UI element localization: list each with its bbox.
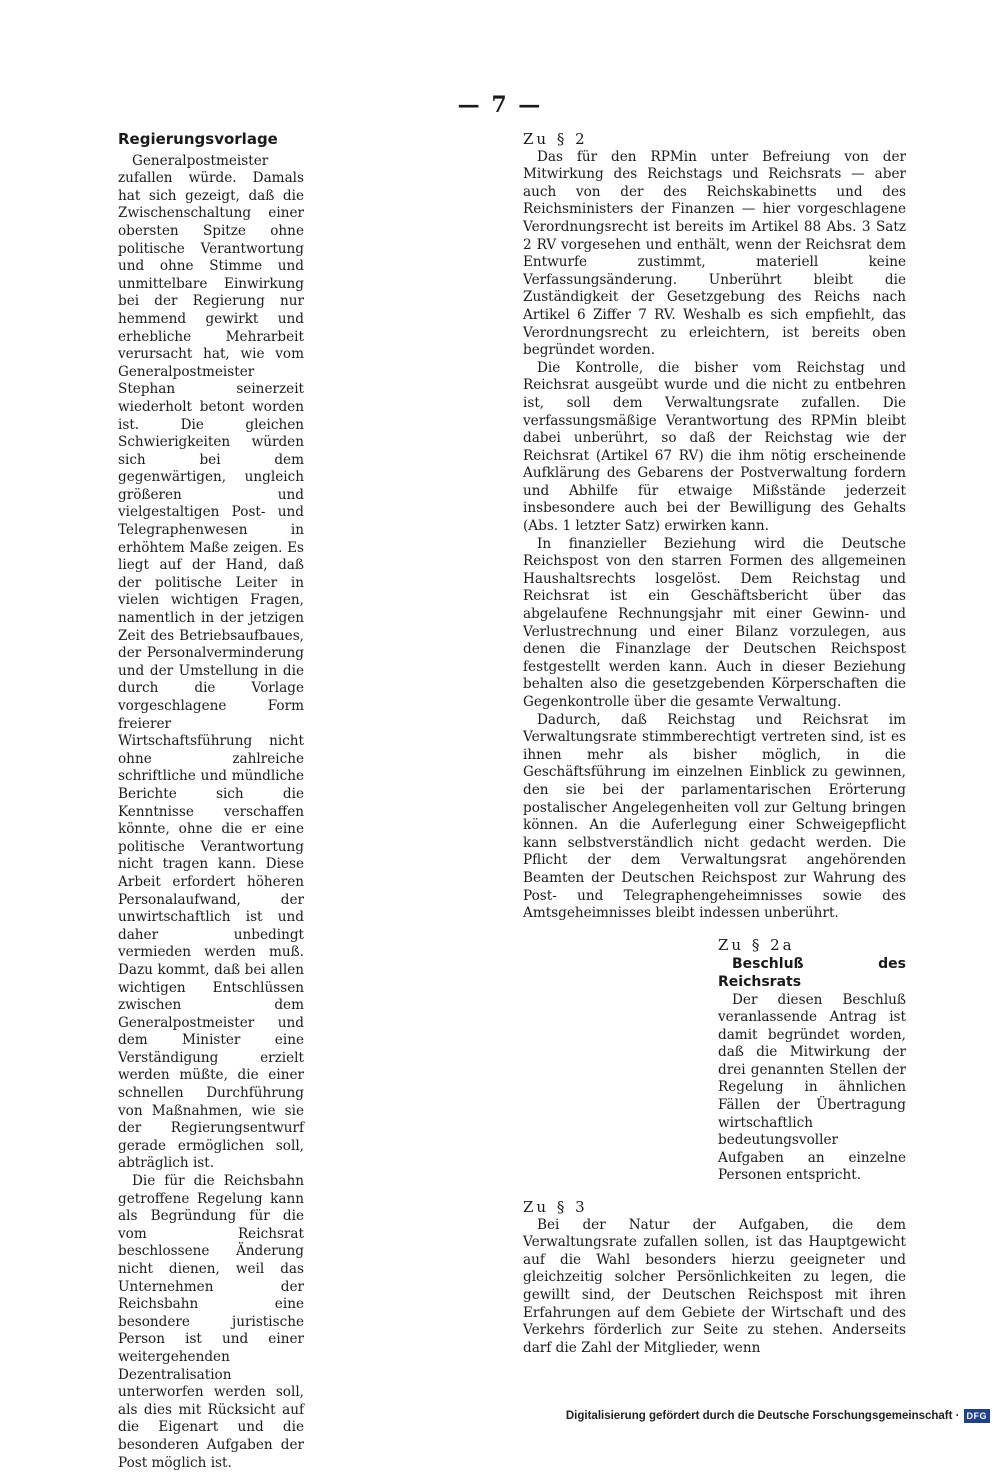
footer-credit — [566, 1409, 990, 1423]
section-2a-paragraph-1: Der diesen Beschluß veranlassende Antrag ist damit begründet worden, daß die Mitwirkung der drei genannten Stellen der Regelung in ähnlichen Fällen der Übertragung wirtschaftlich bedeutungsvoller Aufgaben an einzelne Personen entspricht. — [718, 991, 906, 1184]
footer-text: Digitalisierung gefördert durch die Deutsche Forschungsgemeinschaft · — [565, 1410, 960, 1422]
section-2a-heading: Zu § 2a — [718, 935, 795, 954]
section-3-block — [523, 1199, 906, 1357]
section-3-heading: Zu § 3 — [523, 1198, 588, 1217]
left-column-heading: Regierungsvorlage — [118, 130, 278, 148]
section-2-heading: Zu § 2 — [523, 130, 588, 148]
section-2-paragraph-4: Dadurch, daß Reichstag und Reichsrat im Verwaltungsrate stimmberechtigt vertreten sind, ist es ihnen mehr als bisher möglich, in die Geschäftsführung im einzelnen Einblick zu gewinnen, den sie bei der parlamentarischen Erörterung postalischer Angelegenheiten voll zur Geltung bringen können. An die Auferlegung einer Schweigepflicht kann selbstverständlich nicht gedacht werden. Die Pflicht der dem Verwaltungsrat angehörenden Beamten der Deutschen Reichspost zur Wahrung des Post- und Telegraphengeheimnisses sowie des Amtsgeheimnisses bleibt indessen unberührt. — [523, 711, 906, 922]
section-2-paragraph-2: Die Kontrolle, die bisher vom Reichstag und Reichsrat ausgeübt wurde und die nicht zu entbehren ist, soll dem Verwaltungsrate zufallen. Die verfassungsmäßige Verantwortung des RPMin bleibt dabei unberührt, so daß der Reichstag wie der Reichsrat (Artikel 67 RV) die ihm nötig erscheinende Aufklärung des Gebarens der Postverwaltung fordern und Abhilfe für etwaige Mißstände jederzeit insbesondere auch bei der Bewilligung des Gehalts (Abs. 1 letzter Satz) erwirken kann. — [523, 359, 906, 535]
page-number: — 7 — — [457, 92, 543, 118]
right-column — [523, 131, 906, 1357]
section-2-paragraph-3: In finanzieller Beziehung wird die Deutsche Reichspost von den starren Formen des allgemeinen Haushaltsrechts losgelöst. Dem Reichstag und Reichsrat ist ein Geschäftsbericht über das abgelaufene Rechnungsjahr mit einer Gewinn- und Verlustrechnung und einer Bilanz vorzulegen, aus denen die Finanzlage der Deutschen Reichspost festgestellt werden kann. Auch in dieser Beziehung behalten also die gesetzgebenden Körperschaften die Gegenkontrolle über die gesamte Verwaltung. — [523, 535, 906, 710]
section-2a-title: Beschluß des Reichsrats — [718, 956, 906, 990]
section-2a-block — [718, 937, 906, 1185]
left-paragraph-2: Die für die Reichsbahn getroffene Regelung kann als Begründung für die vom Reichsrat beschlossene Änderung nicht dienen, weil das Unternehmen der Reichsbahn eine besondere juristische Person ist und einer weitergehenden Dezentralisation unterworfen werden soll, als dies mit Rücksicht auf die Eigenart und die besonderen Aufgaben der Post möglich ist. — [118, 1173, 304, 1471]
left-paragraph-1: Generalpostmeister zufallen würde. Damals hat sich gezeigt, daß die Zwischenschaltung einer obersten Spitze ohne politische Verantwortung und ohne Stimme und unmittelbare Einwirkung bei der Regierung nur hemmend gewirkt und erhebliche Mehrarbeit verursacht hat, wie vom Generalpostmeister Stephan seinerzeit wiederholt betont worden ist. Die gleichen Schwierigkeiten würden sich bei dem gegenwärtigen, ungleich größeren und vielgestaltigen Post- und Telegraphenwesen in erhöhtem Maße zeigen. Es liegt auf der Hand, daß der politische Leiter in vielen wichtigen Fragen, namentlich in der jetzigen Zeit des Betriebsaufbaues, der Personalverminderung und der Umstellung in die durch die Vorlage vorgeschlagene Form freierer Wirtschaftsführung nicht ohne zahlreiche schriftliche und mündliche Berichte sich die Kenntnisse verschaffen könnte, ohne die er eine politische Verantwortung nicht tragen kann. Diese Arbeit erfordert höheren Personalaufwand, der unwirtschaftlich ist und daher unbedingt vermieden werden muß. Dazu kommt, daß bei allen wichtigen Entschlüssen zwischen dem Generalpostmeister und dem Minister eine Verständigung erzielt werden müßte, die einer schnellen Durchführung von Maßnahmen, wie sie der Regierungsentwurf gerade ermöglichen soll, abträglich ist. — [118, 152, 304, 1172]
dfg-logo: DFG — [964, 1409, 991, 1423]
section-3-paragraph-1: Bei der Natur der Aufgaben, die dem Verwaltungsrate zufallen sollen, ist das Hauptgewicht auf die Wahl besonders hierzu geeigneter und gleichzeitig solcher Persönlichkeiten zu legen, die gewillt sind, der Deutschen Reichspost mit ihren Erfahrungen auf dem Gebiete der Wirtschaft und des Verkehrs förderlich zur Seite zu stehen. Anderseits darf die Zahl der Mitglieder, wenn — [523, 1216, 906, 1356]
left-column — [118, 131, 304, 1472]
section-2-paragraph-1: Das für den RPMin unter Befreiung von der Mitwirkung des Reichstags und Reichsrats — aber auch von der des Reichskabinetts und des Reichsministers der Finanzen — hier vorgeschlagene Verordnungsrecht ist bereits im Artikel 88 Abs. 3 Satz 2 RV vorgesehen und enthält, wenn der Reichsrat dem Entwurfe zustimmt, materiell keine Verfassungsänderung. Unberührt bleibt die Zuständigkeit der Gesetzgebung des Reichs nach Artikel 6 Ziffer 7 RV. Weshalb es sich empfiehlt, das Verordnungsrecht zu erleichtern, ist bereits oben begründet worden. — [523, 148, 906, 359]
